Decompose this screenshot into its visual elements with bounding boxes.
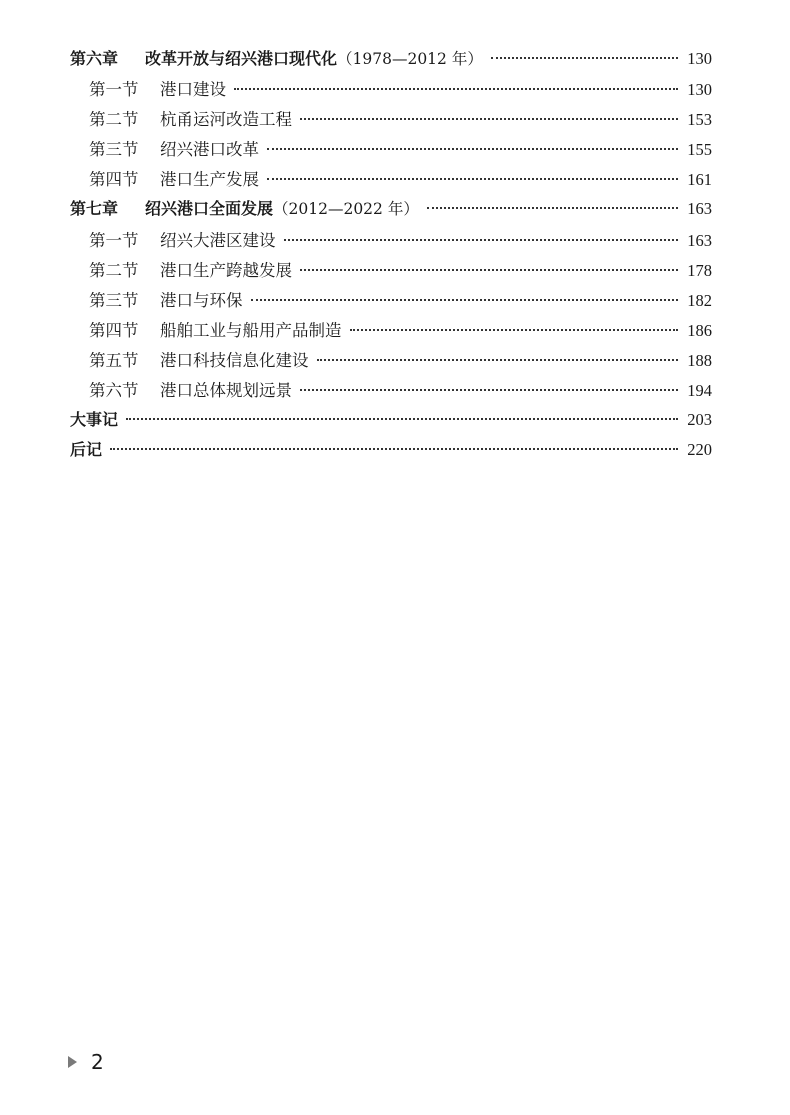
toc-label xyxy=(89,166,259,190)
toc-title: 港口总体规划远景 xyxy=(160,381,292,401)
footer-page-number: 2 xyxy=(91,1050,104,1074)
toc-page-number: 178 xyxy=(687,260,712,280)
toc-number: 第四节 xyxy=(89,320,139,340)
toc-page-number: 130 xyxy=(687,49,712,68)
toc-leader-dots xyxy=(491,57,678,59)
toc-label xyxy=(70,196,419,219)
toc-title: 船舶工业与船用产品制造 xyxy=(160,320,342,340)
toc-number: 第二节 xyxy=(89,110,139,130)
toc-section-7-4[interactable] xyxy=(70,317,712,347)
toc-leader-dots xyxy=(251,299,679,301)
toc-section-7-1[interactable] xyxy=(70,227,712,257)
toc-title: 杭甬运河改造工程 xyxy=(160,110,292,130)
toc-page-number: 163 xyxy=(687,199,712,219)
toc-leader-dots xyxy=(284,239,679,241)
toc-chapter-7[interactable] xyxy=(70,196,712,226)
toc-number: 第一节 xyxy=(89,230,139,250)
toc-label xyxy=(89,257,292,281)
toc-leader-dots xyxy=(300,389,678,391)
toc-label xyxy=(70,437,102,460)
toc-page-number: 163 xyxy=(687,230,712,250)
toc-title: 改革开放与绍兴港口现代化 xyxy=(145,49,338,68)
toc-title: 港口与环保 xyxy=(160,290,243,310)
toc-leader-dots xyxy=(267,178,678,180)
toc-page-number: 194 xyxy=(687,381,712,401)
toc-label xyxy=(89,227,276,251)
triangle-right-icon xyxy=(68,1056,77,1068)
toc-section-7-5[interactable] xyxy=(70,347,712,377)
toc-chronicle[interactable] xyxy=(70,407,712,437)
toc-title: 港口生产跨越发展 xyxy=(160,260,292,280)
toc-leader-dots xyxy=(300,269,678,271)
toc-section-6-4[interactable] xyxy=(70,166,712,196)
toc-label xyxy=(89,106,292,130)
toc-page-number: 153 xyxy=(687,110,712,130)
toc-page-number: 186 xyxy=(687,320,712,340)
table-of-contents xyxy=(70,46,712,467)
toc-label xyxy=(89,377,292,401)
toc-title: 绍兴大港区建设 xyxy=(160,230,276,250)
toc-years: （2012—2022 年） xyxy=(273,200,419,219)
toc-afterword[interactable] xyxy=(70,437,712,467)
toc-section-6-3[interactable] xyxy=(70,136,712,166)
toc-page-number: 130 xyxy=(687,80,712,100)
toc-title: 后记 xyxy=(70,440,103,460)
toc-number: 第五节 xyxy=(89,350,139,370)
toc-label xyxy=(89,76,226,100)
toc-section-7-3[interactable] xyxy=(70,287,712,317)
toc-title: 绍兴港口改革 xyxy=(160,140,259,160)
toc-title: 港口生产发展 xyxy=(160,170,259,190)
toc-leader-dots xyxy=(300,118,678,120)
toc-chapter-6[interactable] xyxy=(70,46,712,76)
page-footer xyxy=(68,1050,104,1074)
toc-label xyxy=(89,136,259,160)
toc-number: 第一节 xyxy=(89,80,139,100)
toc-leader-dots xyxy=(267,148,678,150)
toc-leader-dots xyxy=(110,448,678,450)
toc-number: 第六节 xyxy=(89,381,139,401)
toc-number: 第三节 xyxy=(89,290,139,310)
toc-title: 港口科技信息化建设 xyxy=(160,350,309,370)
toc-number: 第六章 xyxy=(70,49,119,68)
toc-page-number: 188 xyxy=(687,350,712,370)
toc-label xyxy=(70,46,483,69)
toc-title: 大事记 xyxy=(70,410,119,430)
toc-page-number: 220 xyxy=(687,440,712,460)
toc-page-number: 182 xyxy=(687,290,712,310)
toc-number: 第七章 xyxy=(70,199,119,219)
toc-label xyxy=(89,317,342,341)
toc-number: 第三节 xyxy=(89,140,139,160)
toc-leader-dots xyxy=(234,88,678,90)
toc-leader-dots xyxy=(317,359,679,361)
toc-section-7-6[interactable] xyxy=(70,377,712,407)
toc-leader-dots xyxy=(427,207,678,209)
toc-section-7-2[interactable] xyxy=(70,257,712,287)
toc-leader-dots xyxy=(126,418,678,420)
toc-page-number: 155 xyxy=(687,140,712,160)
toc-title: 绍兴港口全面发展 xyxy=(145,199,274,219)
toc-section-6-1[interactable] xyxy=(70,76,712,106)
toc-title: 港口建设 xyxy=(160,80,226,100)
toc-leader-dots xyxy=(350,329,679,331)
toc-label xyxy=(89,347,309,371)
toc-page-number: 203 xyxy=(687,410,712,430)
toc-page-number: 161 xyxy=(687,170,712,190)
toc-label xyxy=(70,407,118,430)
toc-number: 第四节 xyxy=(89,170,139,190)
toc-label xyxy=(89,287,243,311)
toc-number: 第二节 xyxy=(89,260,139,280)
toc-years: （1978—2012 年） xyxy=(337,50,483,68)
toc-section-6-2[interactable] xyxy=(70,106,712,136)
